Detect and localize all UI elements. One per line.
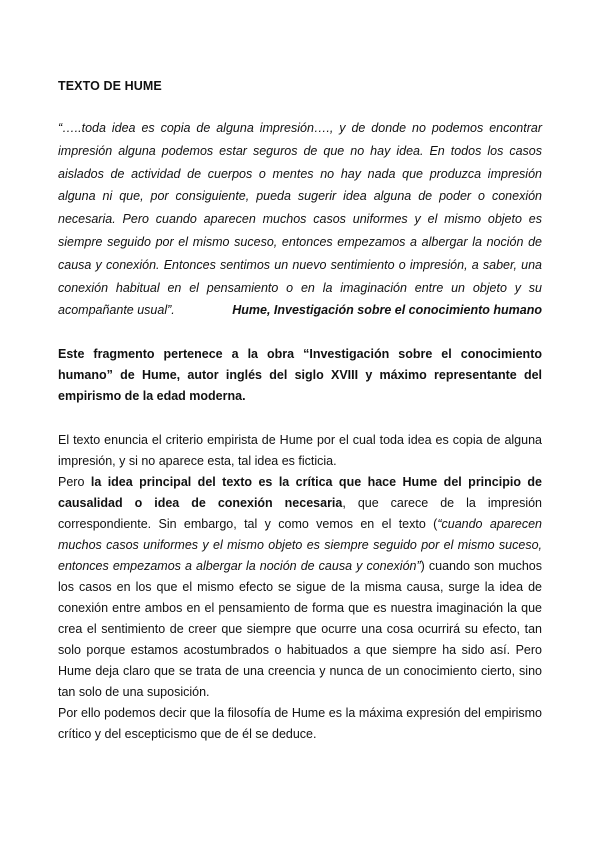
intro-paragraph: Este fragmento pertenece a la obra “Investigación sobre el conocimiento humano” de Hume, autor inglés del siglo XVIII y máximo representante del empirismo de la edad moderna.	[58, 347, 542, 403]
main-idea-highlight: la idea principal del texto es la crítica que hace Hume del principio de causalidad o idea de conexión necesaria	[58, 475, 542, 510]
hume-quote: “…..toda idea es copia de alguna impresión…., y de donde no podemos encontrar impresión alguna podemos estar seguros de que no hay idea. En todos los casos aislados de actividad de cuerpos o mentes no hay nada que produzca impresión alguna ni que, por consiguiente, pueda sugerir idea alguna de poder o conexión necesaria. Pero cuando aparecen muchos casos uniformes y el mismo objeto es siempre seguido por el mismo suceso, entonces empezamos a albergar la noción de causa y conexión. Entonces sentimos un nuevo sentimiento o impresión, a saber, una conexión habitual en el pensamiento o en la imaginación entre un objeto y su acompañante usual”.	[58, 121, 542, 318]
analysis-paragraph	[58, 430, 542, 703]
quote-attribution: Hume, Investigación sobre el conocimiento humano	[232, 303, 542, 317]
conclusion-paragraph: Por ello podemos decir que la filosofía de Hume es la máxima expresión del empirismo crítico y del escepticismo que de él se deduce.	[58, 706, 542, 741]
document-title: TEXTO DE HUME	[58, 79, 162, 93]
analysis-sentence-1: El texto enuncia el criterio empirista de Hume por el cual toda idea es copia de alguna impresión, y si no aparece esta, tal idea es ficticia.	[58, 433, 542, 468]
analysis-lead: Pero	[58, 475, 91, 489]
analysis-continuation: , que carece de la impresión correspondiente. Sin embargo, tal y como vemos en el texto (	[58, 496, 543, 531]
analysis-conclusion: ) cuando son muchos los casos en los que el mismo efecto se sigue de la misma causa, surge la idea de conexión entre ambos en el pensamiento de forma que es nuestra imaginación la que crea el sentimiento de creer que siempre que ocurre una cosa ocurrirá su efecto, tan solo porque estamos acostumbrados o habituados a que siempre ha sido así. Pero Hume deja claro que se trata de una creencia y nunca de un conocimiento cierto, sino tan solo de una suposición.	[58, 559, 542, 699]
inline-quote: “cuando aparecen muchos casos uniformes y el mismo objeto es siempre seguido por el mismo suceso, entonces empezamos a albergar la noción de causa y conexión”	[58, 517, 542, 573]
